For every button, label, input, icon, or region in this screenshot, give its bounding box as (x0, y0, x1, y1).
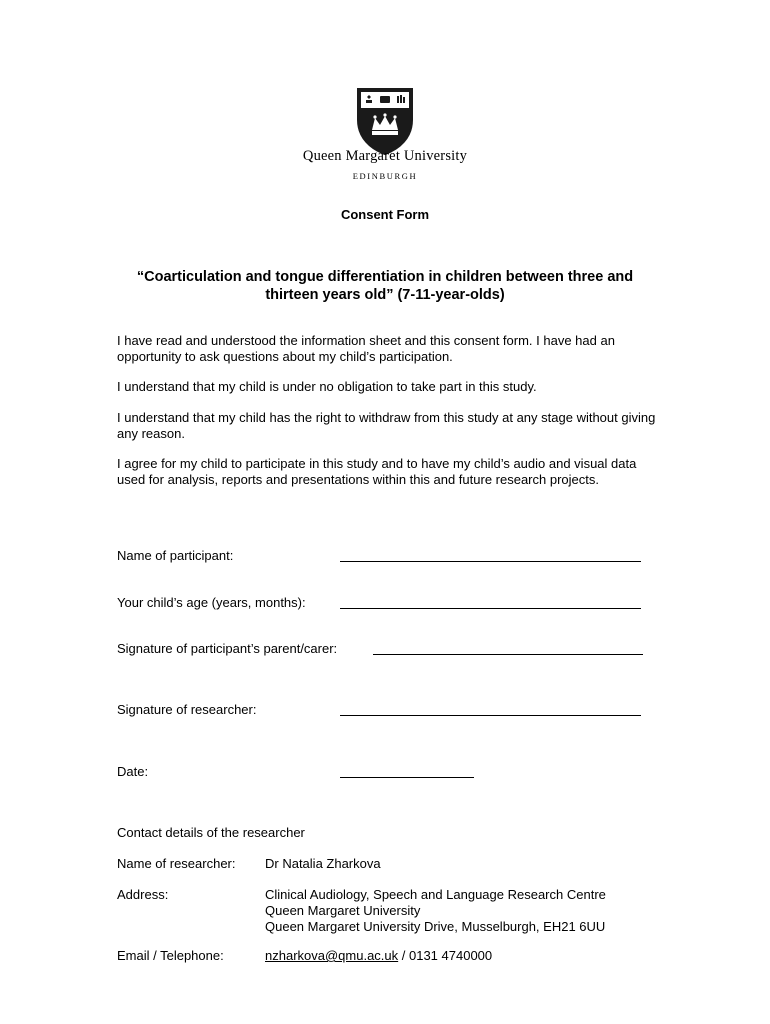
statement-information-read: I have read and understood the information sheet and this consent form. I have had an opportunity to ask questions about my child’s participation. (117, 333, 615, 364)
statement-data-use-agreement: I agree for my child to participate in this study and to have my child’s audio and visual data used for analysis, reports and presentations within this and future research projects. (117, 456, 637, 487)
email-link[interactable]: nzharkova@qmu.ac.uk (265, 948, 399, 963)
researcher-name-value: Dr Natalia Zharkova (265, 856, 381, 871)
university-crest-icon (355, 86, 415, 156)
address-line: Queen Margaret University (265, 903, 421, 918)
email-telephone-label: Email / Telephone: (117, 948, 224, 963)
researcher-signature-line[interactable] (340, 715, 641, 716)
address-line: Queen Margaret University Drive, Musselburgh, EH21 6UU (265, 919, 606, 934)
child-age-label: Your child’s age (years, months): (117, 595, 306, 610)
child-age-line[interactable] (340, 608, 641, 609)
statement-no-obligation: I understand that my child is under no obligation to take part in this study. (117, 379, 537, 394)
email-telephone-value (265, 948, 492, 964)
date-label: Date: (117, 764, 149, 779)
university-name: Queen Margaret University (302, 148, 468, 164)
address-value (265, 887, 606, 935)
address-line: Clinical Audiology, Speech and Language Research Centre (265, 887, 606, 902)
parent-signature-line[interactable] (373, 654, 643, 655)
contact-heading: Contact details of the researcher (117, 825, 305, 840)
participant-name-label: Name of participant: (117, 548, 234, 563)
date-line[interactable] (340, 777, 474, 778)
form-title: Consent Form (340, 207, 430, 222)
researcher-signature-label: Signature of researcher: (117, 702, 257, 717)
parent-signature-label: Signature of participant’s parent/carer: (117, 641, 338, 656)
participant-name-line[interactable] (340, 561, 641, 562)
telephone-number: / 0131 4740000 (398, 948, 493, 963)
university-city: EDINBURGH (352, 171, 418, 181)
statement-right-to-withdraw: I understand that my child has the right to withdraw from this study at any stage without giving any reason. (117, 410, 656, 441)
address-label: Address: (117, 887, 169, 902)
researcher-name-label: Name of researcher: (117, 856, 236, 871)
study-title: “Coarticulation and tongue differentiation in children between three and thirteen years old” (7-11-year-olds) (136, 269, 634, 303)
